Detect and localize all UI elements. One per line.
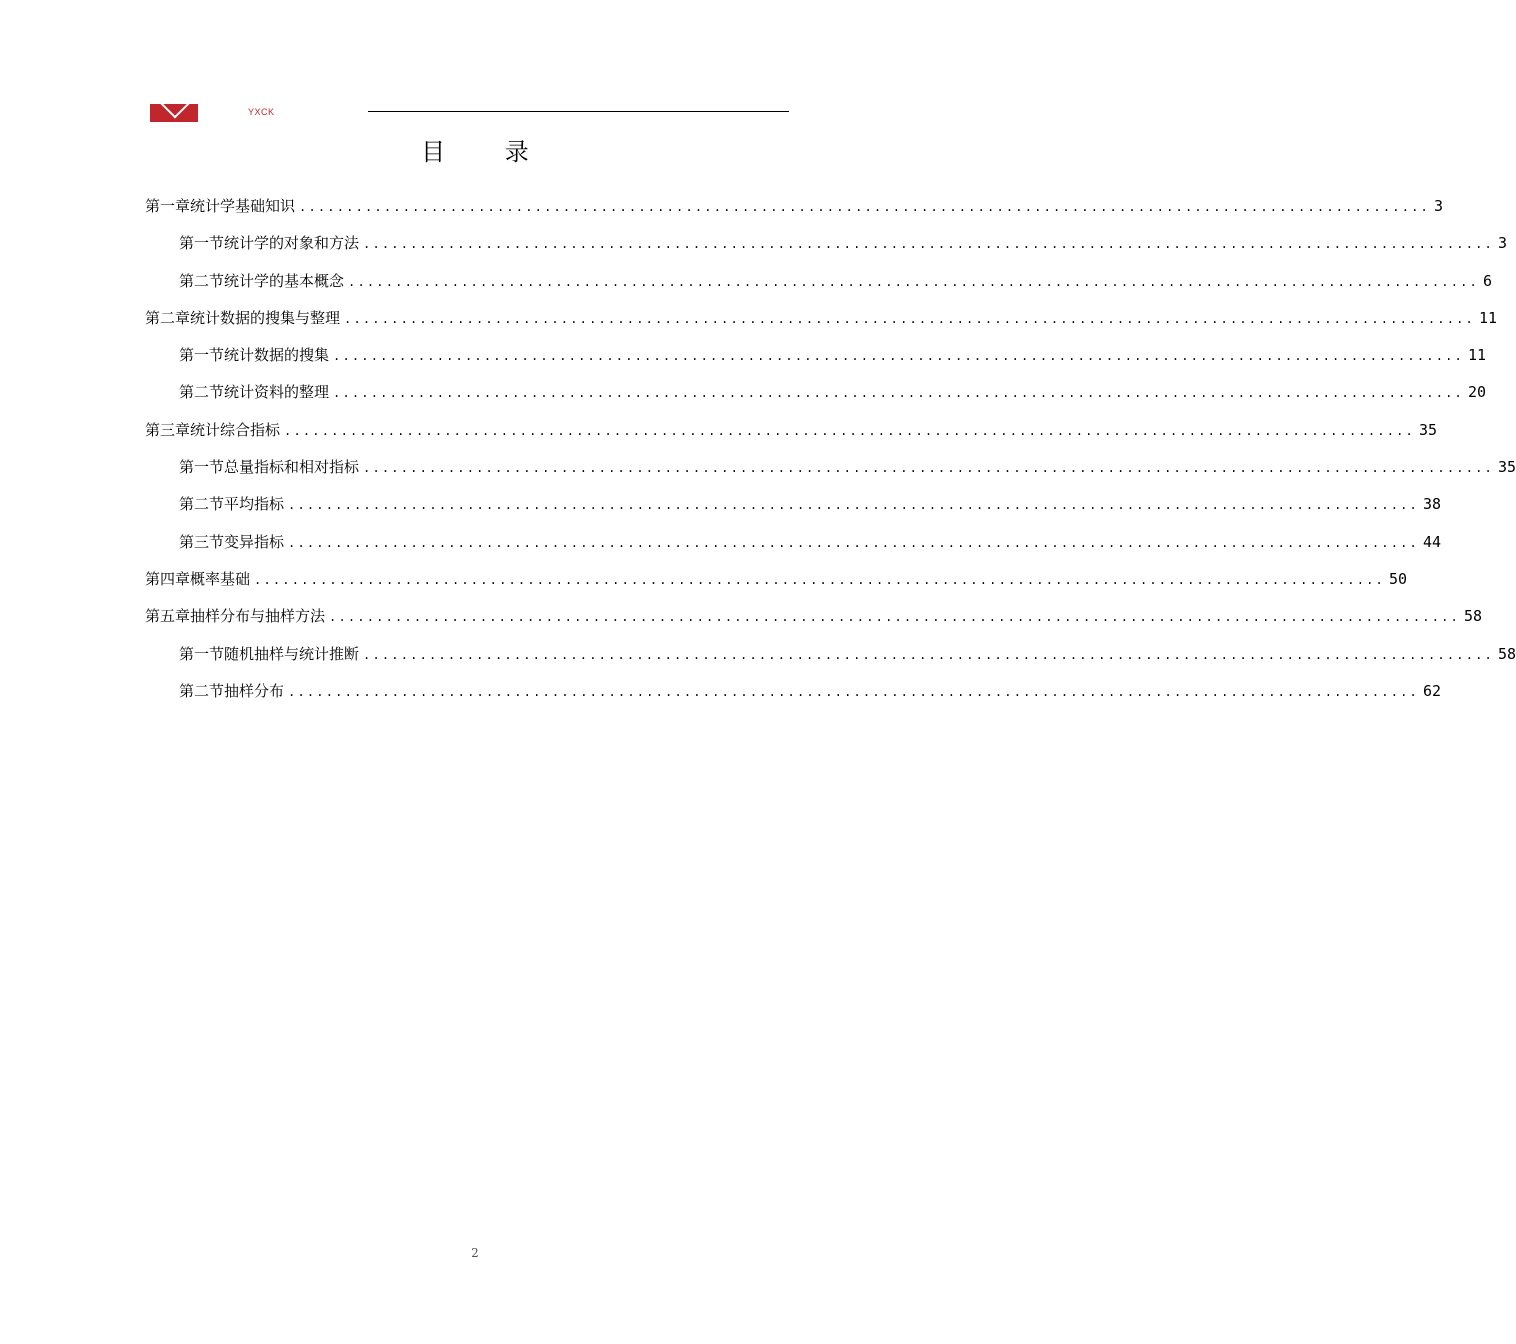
toc-entry-number: 第一节: [179, 346, 225, 365]
toc-entry-title: 统计资料的整理: [224, 383, 330, 402]
toc-entry-chapter-5[interactable]: [145, 602, 1483, 639]
toc-entry-number: 第二节: [179, 681, 225, 700]
toc-entry-title: 随机抽样与统计推断: [224, 644, 360, 663]
toc-entry-chapter-1[interactable]: [145, 192, 1444, 229]
toc-entry-number: 第三节: [179, 532, 225, 551]
dot-leader: ........................................................................................................................: [288, 684, 1419, 699]
dot-leader: ........................................................................................................................: [363, 461, 1494, 476]
toc-entry-section-1-2[interactable]: [145, 267, 1493, 304]
dot-leader: ........................................................................................................................: [299, 200, 1430, 214]
logo-icon: [150, 104, 198, 122]
toc-entry-page: 38: [1422, 495, 1442, 514]
toc-entry-page: 35: [1418, 420, 1438, 439]
dot-leader: ........................................................................................................................: [333, 349, 1464, 364]
toc-entry-title: 统计数据的搜集: [224, 346, 330, 365]
toc-entry-page: 3: [1433, 197, 1444, 215]
toc-entry-section-2-1[interactable]: [145, 341, 1487, 378]
toc-entry-number: 第一节: [179, 458, 225, 477]
toc-entry-page: 50: [1388, 569, 1408, 588]
toc-entry-section-5-2[interactable]: [145, 677, 1442, 714]
dot-leader: ........................................................................................................................: [329, 610, 1460, 625]
toc-entry-title: 抽样分布与抽样方法: [190, 607, 326, 626]
toc-entry-number: 第二章: [145, 308, 191, 327]
toc-entry-number: 第四章: [145, 569, 191, 588]
dot-leader: ........................................................................................................................: [344, 311, 1475, 326]
toc-entry-page: 11: [1478, 308, 1498, 327]
toc-entry-chapter-3[interactable]: [145, 416, 1438, 453]
toc-entry-page: 6: [1482, 271, 1493, 290]
toc-entry-title: 概率基础: [190, 569, 251, 588]
toc-entry-page: 20: [1467, 383, 1487, 402]
toc-entry-page: 58: [1463, 607, 1483, 626]
toc-entry-title: 统计学的基本概念: [224, 271, 345, 290]
page-number: 2: [471, 1246, 479, 1260]
toc-entry-title: 统计综合指标: [190, 420, 281, 439]
toc-entry-page: 58: [1497, 644, 1516, 663]
dot-leader: ........................................................................................................................: [363, 647, 1494, 662]
toc-list: [145, 192, 1516, 714]
toc-entry-page: 35: [1497, 458, 1516, 477]
toc-entry-section-3-1[interactable]: [145, 453, 1516, 490]
toc-entry-section-5-1[interactable]: [145, 640, 1516, 677]
toc-entry-number: 第三章: [145, 420, 191, 439]
toc-entry-title: 总量指标和相对指标: [224, 458, 360, 477]
toc-entry-title: 统计学基础知识: [190, 197, 296, 215]
header-rule: [368, 111, 789, 112]
toc-entry-section-1-1[interactable]: [145, 229, 1508, 266]
toc-entry-chapter-2[interactable]: [145, 304, 1498, 341]
dot-leader: ........................................................................................................................: [288, 535, 1419, 550]
toc-entry-number: 第一节: [179, 234, 225, 253]
toc-entry-number: 第二节: [179, 271, 225, 290]
toc-entry-number: 第一章: [145, 197, 191, 215]
toc-entry-title: 统计学的对象和方法: [224, 234, 360, 253]
toc-entry-section-3-3[interactable]: [145, 528, 1442, 565]
toc-entry-number: 第一节: [179, 644, 225, 663]
toc-entry-page: 3: [1497, 234, 1508, 253]
dot-leader: ........................................................................................................................: [363, 237, 1494, 252]
dot-leader: ........................................................................................................................: [333, 386, 1464, 401]
toc-entry-title: 抽样分布: [224, 681, 285, 700]
toc-entry-title: 统计数据的搜集与整理: [190, 308, 341, 327]
toc-entry-chapter-4[interactable]: [145, 565, 1408, 602]
toc-entry-section-3-2[interactable]: [145, 490, 1442, 527]
dot-leader: ........................................................................................................................: [284, 423, 1415, 438]
toc-entry-title: 平均指标: [224, 495, 285, 514]
toc-entry-number: 第二节: [179, 495, 225, 514]
dot-leader: ........................................................................................................................: [254, 572, 1385, 587]
toc-entry-page: 62: [1422, 681, 1442, 700]
toc-entry-title: 变异指标: [224, 532, 285, 551]
toc-entry-section-2-2[interactable]: [145, 378, 1487, 415]
toc-entry-number: 第二节: [179, 383, 225, 402]
toc-entry-number: 第五章: [145, 607, 191, 626]
toc-title: 目 录: [421, 138, 555, 166]
dot-leader: ........................................................................................................................: [288, 498, 1419, 513]
toc-entry-page: 44: [1422, 532, 1442, 551]
dot-leader: ........................................................................................................................: [348, 274, 1479, 289]
logo-text: YXCK: [248, 107, 275, 117]
toc-entry-page: 11: [1467, 346, 1487, 365]
